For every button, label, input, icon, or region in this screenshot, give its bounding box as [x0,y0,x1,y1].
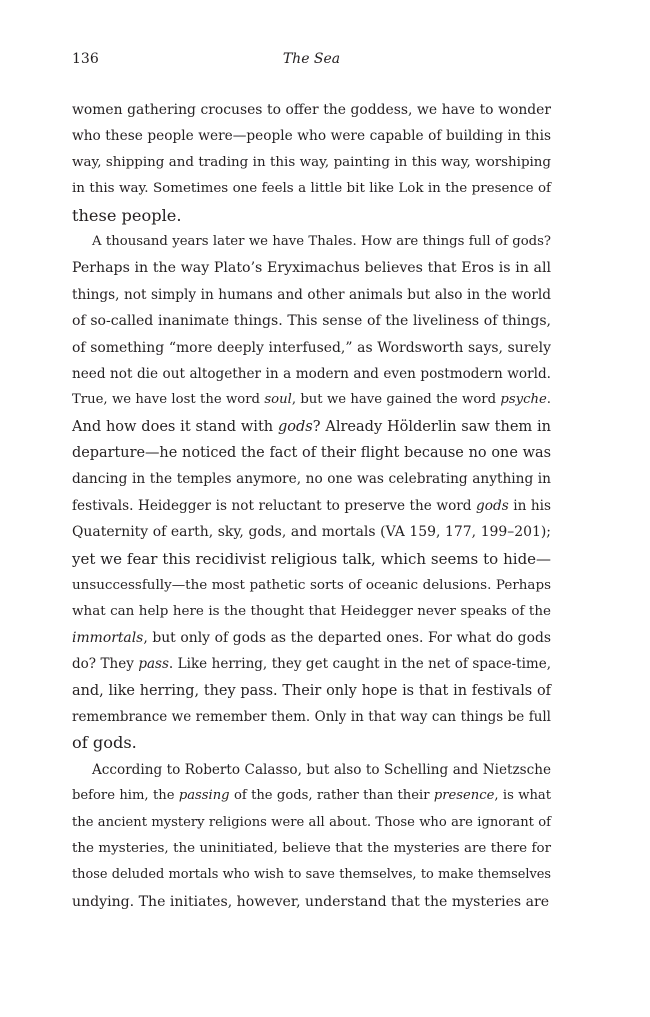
text-segment: in this way. Sometimes one feels a little bit like Lok in the presence of [72,181,551,197]
text-segment: things, not simply in humans and other animals but also in the world [72,286,551,303]
text-segment: the mysteries, the uninitiated, believe that the mysteries are there for [72,840,551,856]
text-segment: what can help here is the thought that Heidegger never speaks of the [72,603,551,620]
italic-text: gods [277,418,313,435]
italic-text: psyche [500,392,547,408]
paragraph [72,97,551,229]
text-line [72,493,551,519]
text-segment: do? They [72,656,139,673]
text-line [72,150,551,176]
italic-text: presence [433,788,495,804]
page-header [72,51,551,73]
text-segment: these people. [72,205,182,225]
text-segment: . [546,392,551,408]
text-line [72,810,551,836]
text-line [72,704,551,730]
text-line [72,836,551,862]
paragraph [72,757,551,915]
text-segment: departure—he noticed the fact of their flight because no one was [72,445,551,462]
text-segment: unsuccessfully—the most pathetic sorts of oceanic delusions. Perhaps [72,577,551,594]
text-segment: True, we have lost the word [72,392,265,408]
text-segment: remembrance we remember them. Only in that way can things be full [72,708,551,725]
text-line [72,255,551,281]
text-segment: dancing in the temples anymore, no one was celebrating anything in [72,471,551,488]
text-segment: those deluded mortals who wish to save themselves, to make themselves [72,867,551,883]
text-line [72,730,551,756]
text-segment: who these people were—people who were capable of building in this [72,128,551,145]
italic-text: pass [138,656,169,673]
text-line [72,282,551,308]
text-line [72,625,551,651]
text-line [72,440,551,466]
text-segment: way, shipping and trading in this way, painting in this way, worshiping [72,154,551,170]
text-segment: of gods. [72,733,137,753]
text-line [72,598,551,624]
italic-text: immortals [72,629,144,646]
running-head: The Sea [282,51,341,67]
text-line [72,651,551,677]
text-line [72,335,551,361]
text-segment: undying. The initiates, however, understand that the mysteries are [72,893,550,910]
text-segment: of the gods, rather than their [229,788,434,804]
text-segment: . Like herring, they get caught in the net of space-time, [168,656,551,673]
text-segment: And how does it stand with [72,418,278,435]
body-text [72,97,551,915]
text-line [72,572,551,598]
text-line [72,361,551,387]
paragraph [72,229,551,757]
text-line [72,889,551,915]
text-segment: A thousand years later we have Thales. How are things full of gods? [92,233,551,249]
text-segment: , but we have gained the word [291,392,501,408]
text-segment: of something “more deeply interfused,” as Wordsworth says, surely [72,339,551,356]
text-segment: , but only of gods as the departed ones. For what do gods [143,629,551,646]
text-line [72,546,551,572]
text-line [72,123,551,149]
text-segment: of so-called inanimate things. This sense of the liveliness of things, [72,313,551,330]
text-segment: yet we fear this recidivist religious talk, which seems to hide— [72,549,551,568]
text-segment: According to Roberto Calasso, but also to Schelling and Nietzsche [92,761,551,778]
text-segment: need not die out altogether in a modern and even postmodern world. [72,365,551,382]
text-segment: before him, the [72,788,179,804]
text-segment: , is what [494,788,551,804]
text-line [72,466,551,492]
text-line [72,97,551,123]
italic-text: gods [476,497,509,514]
text-segment: ? Already Hölderlin saw them in [312,418,551,435]
text-segment: and, like herring, they pass. Their only hope is that in festivals of [72,682,551,699]
text-line [72,678,551,704]
text-line [72,783,551,809]
text-segment: Quaternity of earth, sky, gods, and mortals (VA 159, 177, 199–201); [72,524,551,541]
italic-text: passing [178,788,230,804]
text-segment: Perhaps in the way Plato’s Eryximachus believes that Eros is in all [72,260,551,277]
text-line [72,176,551,202]
text-line [72,519,551,545]
page-number: 136 [72,51,99,67]
text-segment: women gathering crocuses to offer the goddess, we have to wonder [72,102,551,118]
text-line [72,414,551,440]
italic-text: soul [264,392,292,408]
text-line [72,387,551,413]
text-segment: the ancient mystery religions were all about. Those who are ignorant of [72,814,551,830]
text-line [72,862,551,888]
text-segment: in his [508,497,552,514]
text-line [72,308,551,334]
text-line [72,757,551,783]
text-line [72,203,551,229]
text-segment: festivals. Heidegger is not reluctant to preserve the word [72,497,477,514]
text-line [72,229,551,255]
